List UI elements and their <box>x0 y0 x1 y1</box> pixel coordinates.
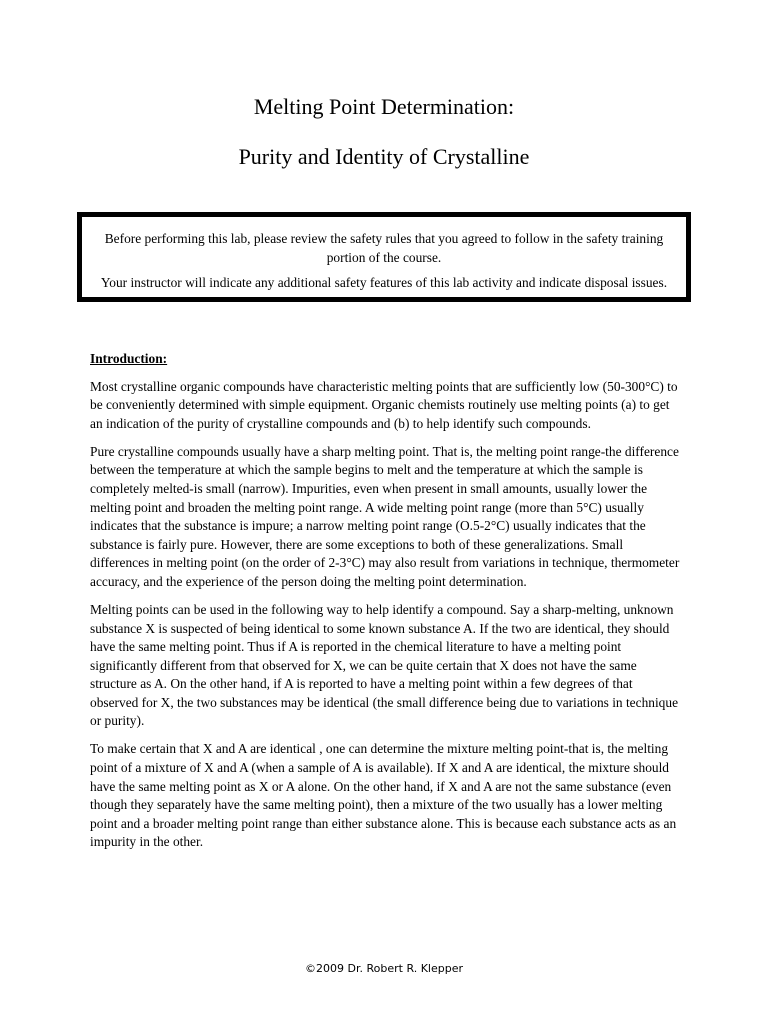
safety-notice-text: Your instructor will indicate any additional safety features of this lab activity and indicate disposal issues. <box>100 275 668 290</box>
document-subtitle: Purity and Identity of Crystalline <box>238 144 530 169</box>
document-body <box>90 350 680 861</box>
body-paragraph: Melting points can be used in the following way to help identify a compound. Say a sharp-melting, unknown substance X is suspected of being identical to some known substance A. If the two are identical, they should have the same melting point. Thus if A is reported in the chemical literature to have a melting point significantly different from that observed for X, we can be quite certain that X does not have the same structure as A. On the other hand, if A is reported to have a melting point within a few degrees of that observed for X, the two substances may be identical (the small difference being due to variations in technique or purity). <box>90 601 679 729</box>
safety-notice-box <box>77 212 691 302</box>
copyright-footer: ©2009 Dr. Robert R. Klepper <box>305 962 463 975</box>
document-title: Melting Point Determination: <box>253 94 515 119</box>
safety-notice-text: Before performing this lab, please review the safety rules that you agreed to follow in the safety training portion of the course. <box>104 231 664 265</box>
body-paragraph: To make certain that X and A are identical , one can determine the mixture melting point-that is, the melting point of a mixture of X and A (when a sample of A is available). If X and A are identical, the mixture should have the same melting point as X or A alone. On the other hand, if X and A are not the same substance (even though they separately have the same melting point), then a mixture of the two usually has a lower melting point and a broader melting point range than either substance alone. This is because each substance acts as an impurity in the other. <box>90 741 677 850</box>
body-paragraph: Most crystalline organic compounds have characteristic melting points that are sufficiently low (50-300°C) to be conveniently determined with simple equipment. Organic chemists routinely use melting points (a) to get an indication of the purity of crystalline compounds and (b) to help identify such compounds. <box>90 378 678 431</box>
body-paragraph: Pure crystalline compounds usually have a sharp melting point. That is, the melting point range-the difference between the temperature at which the sample begins to melt and the temperature at which the sample is completely melted-is small (narrow). Impurities, even when present in small amounts, usually lower the melting point and broaden the melting point range. A wide melting point range (more than 5°C) usually indicates that the substance is impure; a narrow melting point range (O.5-2°C) usually indicates that the substance is fairly pure. However, there are some exceptions to both of these generalizations. Small differences in melting point (on the order of 2-3°C) may also result from variations in technique, thermometer accuracy, and the experience of the person doing the melting point determination. <box>90 443 680 589</box>
section-heading-introduction: Introduction: <box>90 351 168 366</box>
